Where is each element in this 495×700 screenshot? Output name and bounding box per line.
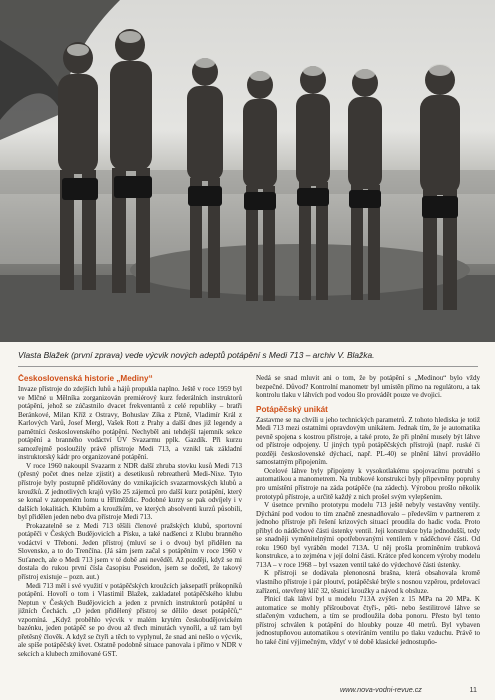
- article-column-left: [18, 374, 242, 680]
- page-footer: [340, 685, 477, 694]
- paragraph: Invaze přístroje do zdejších luhů a hájů propukla naplno. Ještě v roce 1959 byl ve Mlčné u Mělníka zorganizován premiérový kurz federálních instruktorů potápění, jehož se zúčastnilo dvacet frekventantů z celé republiky – bratři Beránkové, Milan Kříž z Ostravy, Bohuslav Zíka z Plzně, Vladimír Král z Karlových Varů, Josef Mergl, Vašek Rott z Prahy a další dnes již legendy a pamětníci československého potápění. Nechyběl ani tehdejší tajemník sekce potápění a branného vodáctví ÚV Svazarmu pplk. Gazdík. Při kurzu samozřejmě posloužily právě přístroje Medi 713, a vznikl tak základní instruktorský kádr pro organizované potápění.: [18, 385, 242, 462]
- paragraph: V úsetnce prvního prototypu modelu 713 ještě nebyly vestavěny ventily. Dýchání pod vodou to tím značně znesnadňovalo – především v partnerem z jednoho přístroje při řešení krizových situací proudila do hadic voda. Proto přibyl do náděchové části ústenky ventil. Jeji konstrukce byla jednodušší, tedy se snadněji vyměnitelnými opotřebovanými ventilem v náděchové části. Od roku 1960 byl vyráběn model 713A. U něj prošla promíněním trubková konstrukce, a to zejména v její dolní části. Krátce před koncem výroby modelu 713A – v roce 1968 – byl vsazen ventil také do výdechové části ústenky.: [256, 501, 480, 569]
- page-number: 11: [469, 685, 477, 694]
- paragraph: Prokazatelně se z Medi 713 těšili členové pražských klubů, sportovní potápěči v Českých Budějovicích a Písku, a také nadšenci z Klubu branného vodáctví v Třeboni. Jeden přístroj (mluví se i o dvou) byl přidělen na Slovensko, a to do Trenčína. (Já sám jsem začal s potápěním v roce 1960 v Suťanech, ale o Medi 713 jsem v té době ani nevěděl. Až později, když se mi dostala do rukou první čísla časopisu Poseidon, jsem se dočetl, že takový přístroj existuje – pozn. aut.): [18, 521, 242, 582]
- photo-illustration: [0, 0, 495, 342]
- paragraph: Medi 713 měl i své využití v potápěčských kroužcích jaksepatří průkopníků potápění. Hovoří o tom i Vlastimil Blažek, zakladatel potápěčského klubu Neptun v Českých Budějovicích a jeden z prvních instruktorů potápění u jižních Čechách. „O jeden přidělený přístroj se dělilo deset potápěčů,“ vzpomíná. „Když proběhlo výcvik v malém krytém českobudějovickém bazénku, jeden potápěč se po dvou až třech minutách vynořil, a už tam byl přetěsný člověk. A když se čtyři a těch to vyplynul, že snad ani nešlo o výcvik, ale spíše potápěčský kvet. Ostatně podobně situace panovala i přímo v NDR v sekcích a klubech zmiňované GST.: [18, 581, 242, 658]
- paragraph: V roce 1960 nakoupil Svazarm z NDR další zhruba stovku kusů Medi 713 (přesný počet dnes nelze zjistit) a desetikusů rebreatherů Medi-Nixe. Tyto přístroje byly postupně přidělovány do vznikajících svazarmovských klubů a kroužků. Z jednotlivých krajů vyšlo 25 zájemců pro další kurz potápění, který se konal v zatopeném lomu u Hřiměždic. Podobné kurzy se pak odvíjely i v dalších lokalitách. Klubům a kroužkům, ve kterých absolventi kurzů působili, byl přidělen jeden nebo dva přístroje Medi 713.: [18, 461, 242, 522]
- article-column-right: [256, 374, 480, 680]
- section-heading: Československá historie „Mediny“: [18, 374, 153, 383]
- photo-divers: [0, 0, 495, 342]
- caption-divider: [18, 366, 478, 367]
- paragraph: Nedá se snad mluvit ani o tom, že by potápění s „Medinou“ bylo vždy bezpečné. Důvod? Kontrolní manometr byl umístěn přímo na regulátoru, a tak kontrolu tlaku v láhvích pod vodou šlo provádět pouze ve dvojici.: [256, 374, 480, 400]
- section-heading: Potápěčský unikát: [256, 404, 328, 414]
- photo-caption: Vlasta Blažek (první zprava) vede výcvik nových adeptů potápění s Medi 713 – archiv V. Blažka.: [18, 350, 375, 360]
- paragraph: Ocelové láhve byly připojeny k vysokotlakému spojovacímu potrubí s automatikou a manometrem. Na trubkové konstrukci byly připevněny popruhy pro umístění přístroje na záda potápěče (na zádech). Výrobou prošlo několik prototypů přístroje, a určitě každý z nich prošel svým vylepšením.: [256, 466, 480, 501]
- paragraph: Plnicí tlak láhví byl u modelu 713A zvýšen z 15 MPa na 20 MPa. K automatice se mohly přišroubovat čtyři-, pěti- nebo šestilitrové láhve se stlačeným vzduchem, a tím se prodloužila doba ponoru. Přesto byl tento přístroj schválen k potápění do hloubky pouze 40 metrů. Byl vybaven jednostupňovou automatikou s otevíráním ventilu po tlaku vzduchu. Právě to ho také činí výjimečným, vždyť v té době klasické jednostupňo-: [256, 595, 480, 646]
- paragraph: K přístroji se dodávala plenonosná brašna, která obsahovala kromě vlastního přístroje i pár ploutví, potápěčské brýle s nosnou vzpěrou, prdelovací zařízení, otevřený klíč 32, těsnicí kroužky a návod k obsluze.: [256, 569, 480, 595]
- paragraph: Zastavme se na chvíli u jeho technických parametrů. Z tohoto hlediska je totiž Medi 713 mezi ostatními opravdovým unikátem. Jednak tím, že je automatika pevně spojena s kostrou přístroje, a také proto, že při plnění musely být láhve od přístroje odpojeny. U jiných typů potápěčských přístrojů (např. ruské či později československé dýchací, např. PL-40) se plnění láhví provádělo samostatným připojením.: [256, 415, 480, 467]
- footer-url[interactable]: www.nova-vodni-revue.cz: [340, 685, 422, 694]
